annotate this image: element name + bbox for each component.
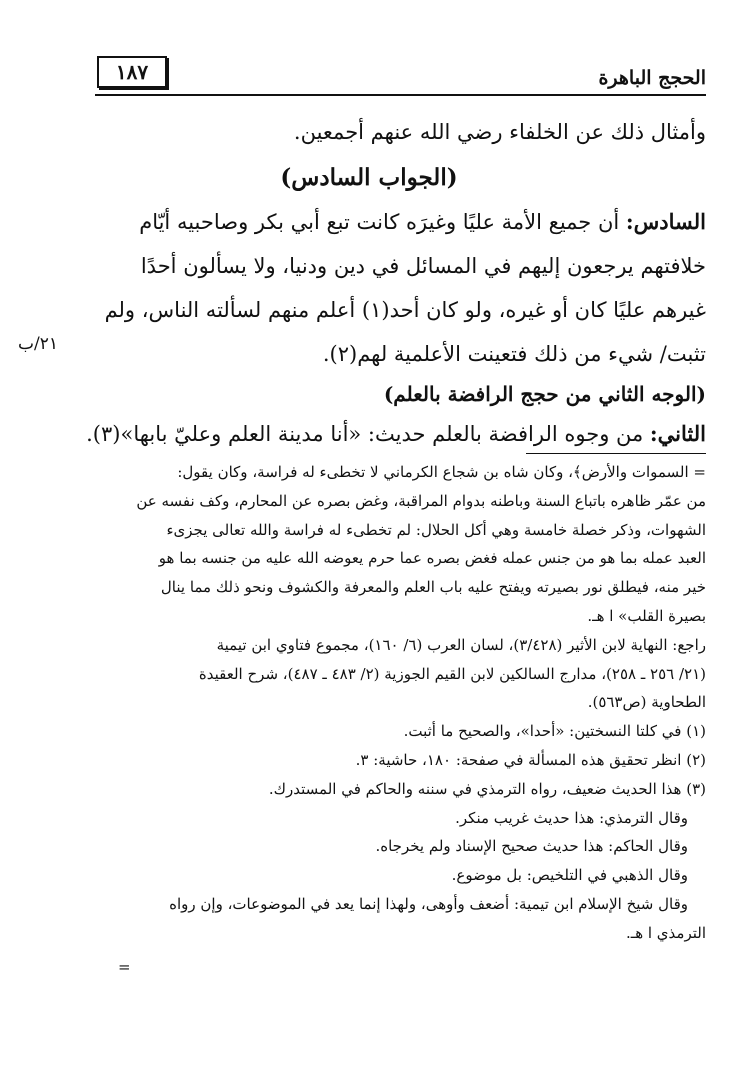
paragraph-line: خلافتهم يرجعون إليهم في المسائل في دين ودنيا، ولا يسألون أحدًا <box>140 254 706 278</box>
footnote-line: الترمذي ا هـ. <box>626 923 706 942</box>
footnote-line: من عمّر ظاهره باتباع السنة وباطنه بدوام المراقبة، وغض بصره عن المحارم، وكف نفسه عن <box>136 491 706 510</box>
page-number: ١٨٧ <box>97 56 167 88</box>
footnote-line: وقال الحاكم: هذا حديث صحيح الإسناد ولم يخرجاه. <box>375 837 688 856</box>
margin-folio-note: ٢١/ب <box>18 334 58 354</box>
footnote-line: (٣) هذا الحديث ضعيف، رواه الترمذي في سننه والحاكم في المستدرك. <box>268 779 706 798</box>
second-aspect-heading: (الوجه الثاني من حجج الرافضة بالعلم) <box>383 382 706 406</box>
paragraph-line: غيرهم عليًا كان أو غيره، ولو كان أحد(١) أعلم منهم لسألته الناس، ولم <box>104 298 706 322</box>
sixth-lead: السادس: <box>625 209 706 234</box>
footnote-1 <box>95 717 706 746</box>
footnote-line: الطحاوية (ص٥٦٣). <box>587 693 706 712</box>
section-heading: (الجواب السادس) <box>280 164 458 191</box>
footnote-references <box>95 631 706 717</box>
footnote-line: بصيرة القلب» ا هـ. <box>587 606 706 625</box>
footnote-3 <box>95 775 706 948</box>
intro-paragraph <box>32 110 706 154</box>
main-text <box>32 110 706 456</box>
footnote-continuation <box>95 458 706 631</box>
intro-line: وأمثال ذلك عن الخلفاء رضي الله عنهم أجمعين. <box>293 120 706 144</box>
footnote-line: = السموات والأرض﴾، وكان شاه بن شجاع الكرماني لا تخطىء له فراسة، وكان يقول: <box>177 463 706 481</box>
footnote-line: (٢) انظر تحقيق هذه المسألة في صفحة: ١٨٠، حاشية: ٣. <box>355 750 706 769</box>
running-title: الحجج الباهرة <box>598 67 706 89</box>
second-aspect-paragraph <box>32 412 706 456</box>
footnote-line: وقال الذهبي في التلخيص: بل موضوع. <box>451 866 688 885</box>
footnote-line: العبد عمله بما هو من جنس عمله فغض بصره عما حرم يعوضه الله عليه من جنسه بما هو <box>158 549 706 568</box>
footnote-line: الشهوات، وذكر خصلة خامسة وهي أكل الحلال: لم تخطىء له فراسة والله تعالى يجزىء <box>166 520 706 539</box>
sixth-answer-paragraph <box>32 200 706 376</box>
footnote-line: راجع: النهاية لابن الأثير (٣/٤٢٨)، لسان العرب (٦/ ١٦٠)، مجموع فتاوي ابن تيمية <box>216 635 706 654</box>
header-rule <box>95 94 706 96</box>
paragraph-line <box>32 412 706 456</box>
footnote-line: وقال شيخ الإسلام ابن تيمية: أضعف وأوهى، ولهذا إنما يعد في الموضوعات، وإن رواه <box>169 894 688 913</box>
paragraph-line <box>32 200 706 244</box>
footnote-line: وقال الترمذي: هذا حديث غريب منكر. <box>455 808 688 827</box>
footnote-line: (٢١/ ٢٥٦ ـ ٢٥٨)، مدارج السالكين لابن القيم الجوزية (٢/ ٤٨٣ ـ ٤٨٧)، شرح العقيدة <box>198 664 706 683</box>
sixth-line-1-text: أن جميع الأمة عليًا وغيرَه كانت تبع أبي بكر وصاحبيه أيّام <box>139 210 626 234</box>
footnote-line: (١) في كلتا النسختين: «أحدا»، والصحيح ما أثبت. <box>403 722 706 741</box>
footnote-line: خير منه، فيطلق نور بصيرته ويفتح عليه باب العلم والمعرفة والكشوف ونحو ذلك مما ينال <box>160 578 706 597</box>
paragraph-line: تثبت/ شيء من ذلك فتعينت الأعلمية لهم(٢). <box>322 342 706 366</box>
second-lead: الثاني: <box>649 421 706 446</box>
footnote-rule <box>526 453 706 454</box>
continuation-mark: = <box>118 958 131 976</box>
second-line-text: من وجوه الرافضة بالعلم حديث: «أنا مدينة العلم وعليّ بابها»(٣). <box>86 422 650 446</box>
footnotes <box>95 458 706 948</box>
footnote-2 <box>95 746 706 775</box>
